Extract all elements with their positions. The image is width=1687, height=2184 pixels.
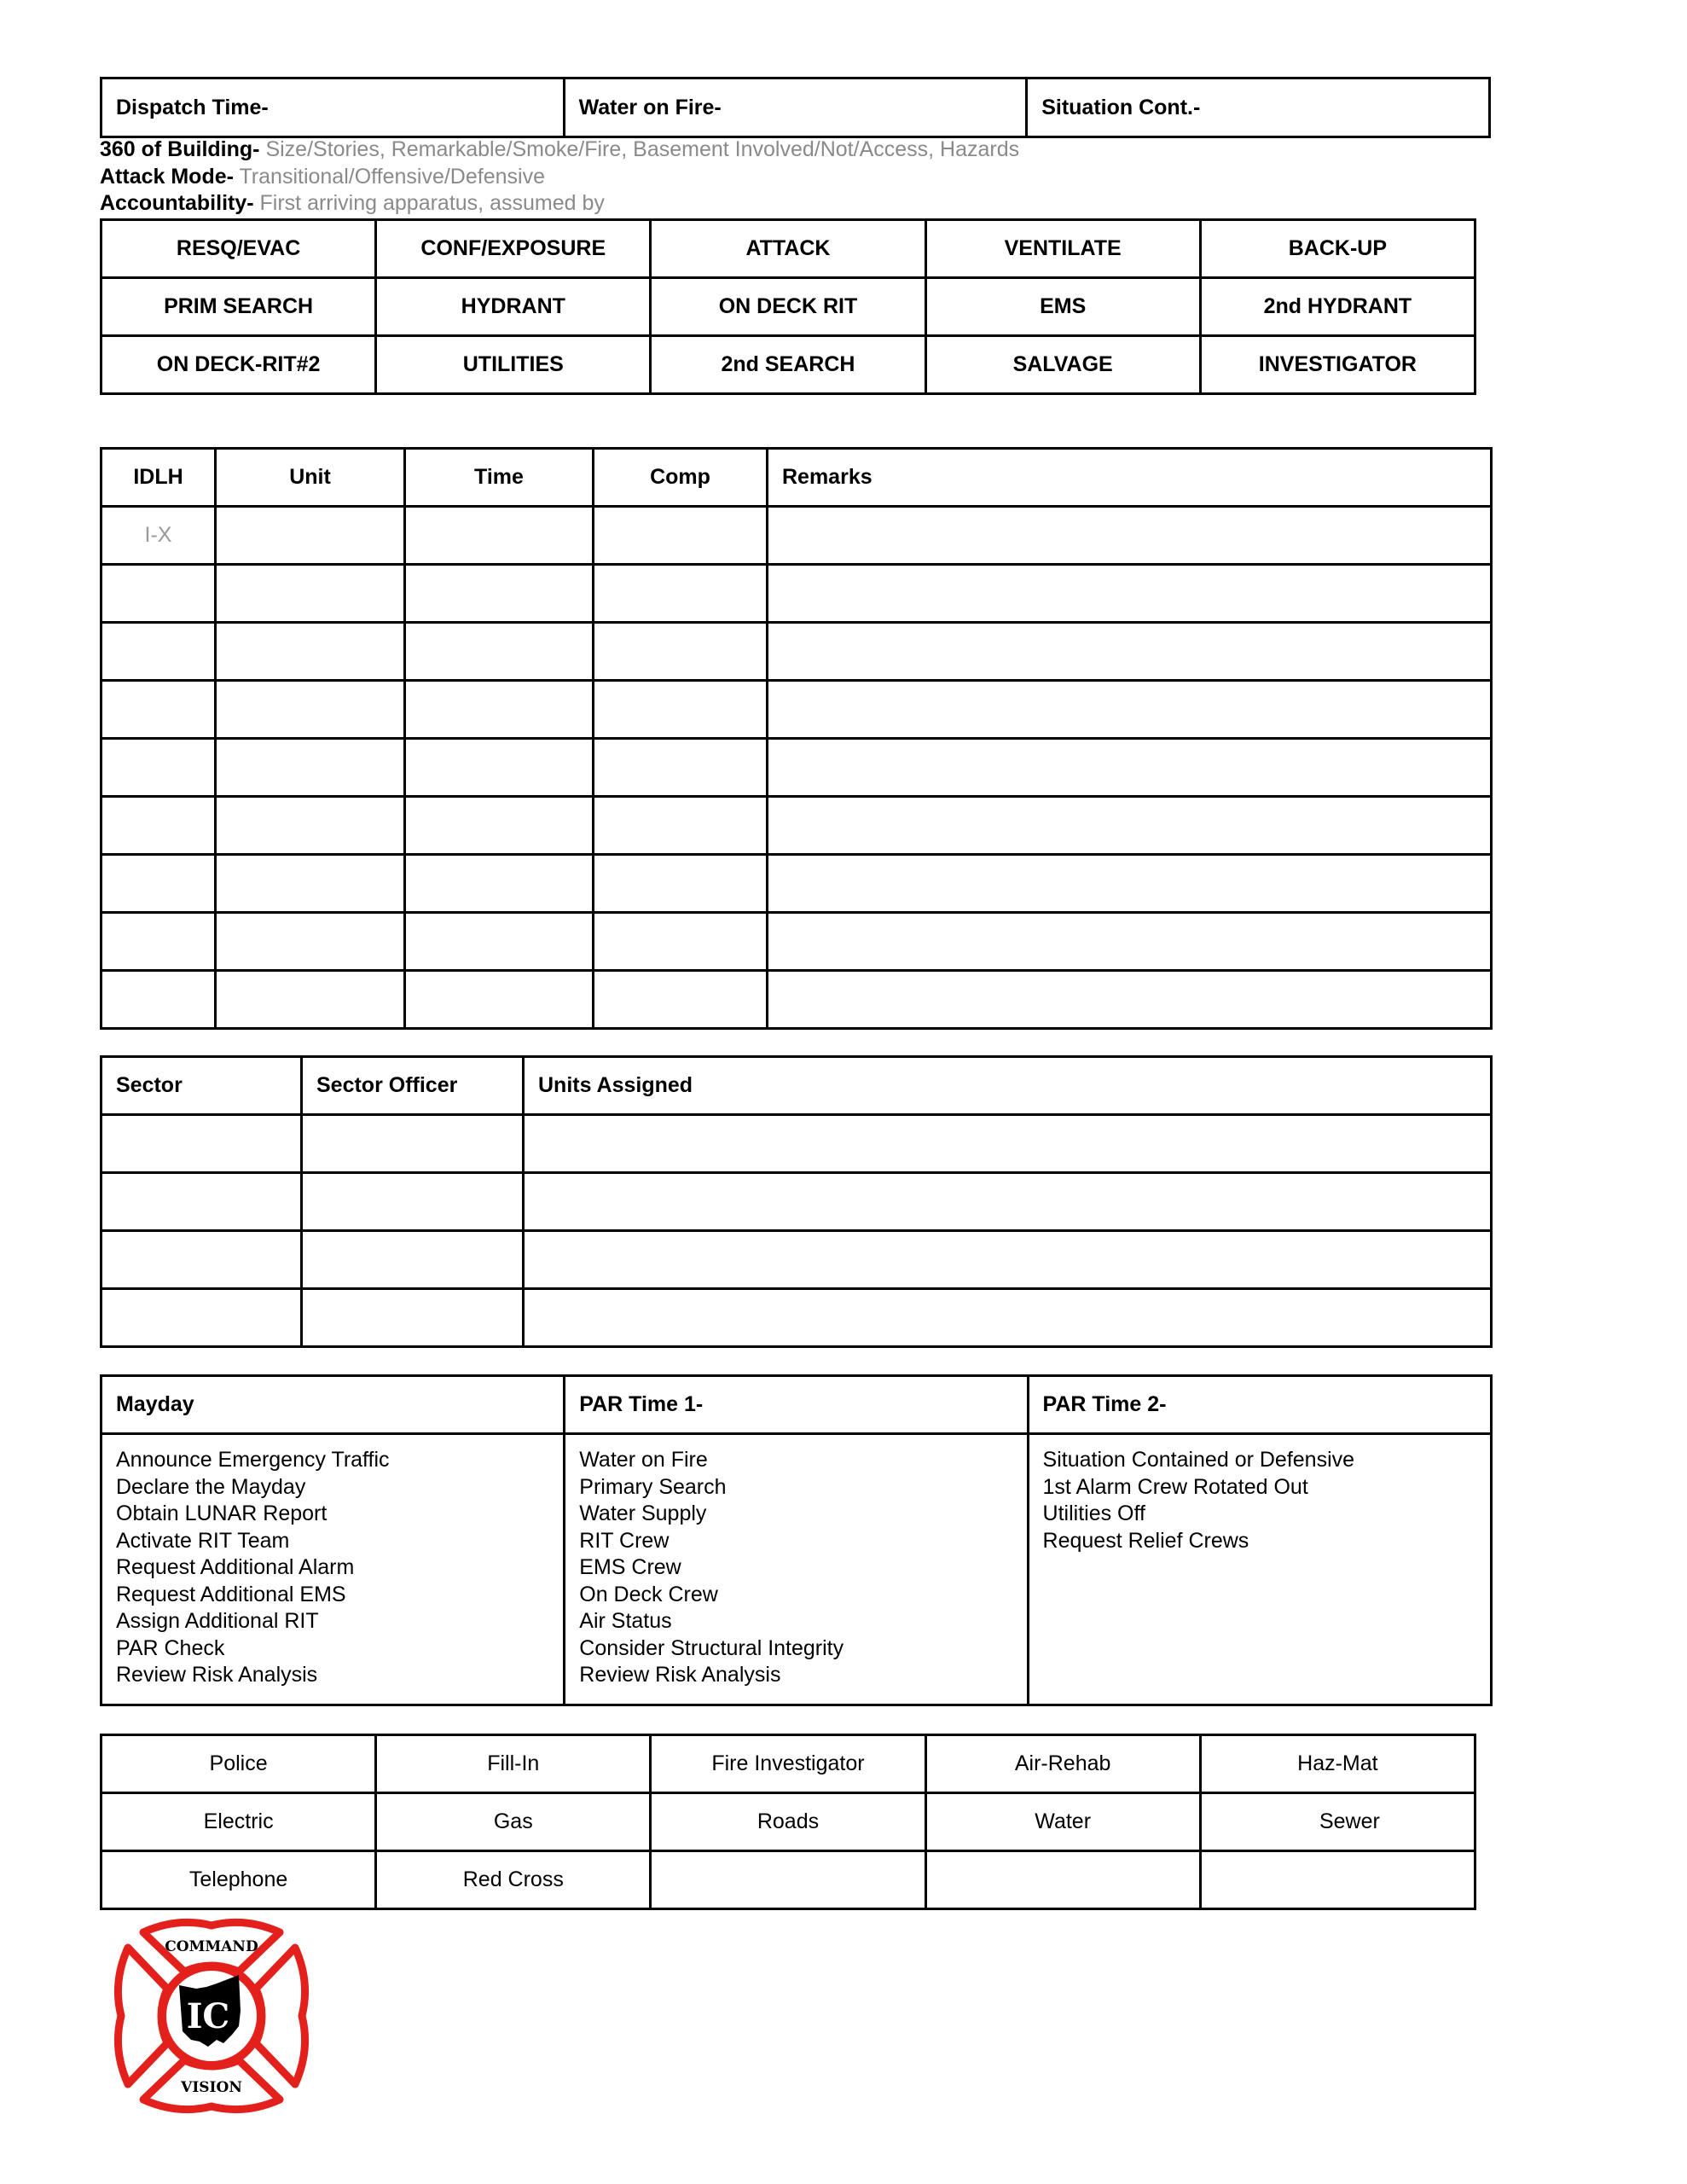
table-header-row — [101, 1376, 1492, 1434]
remarks-cell[interactable] — [768, 623, 1492, 681]
par-time-2-checklist-item: 1st Alarm Crew Rotated Out — [1042, 1474, 1308, 1499]
table-row — [101, 623, 1492, 681]
assignment-cell[interactable]: ON DECK RIT — [651, 278, 925, 336]
idlh-cell[interactable] — [101, 913, 216, 971]
assignment-cell[interactable]: 2nd HYDRANT — [1200, 278, 1475, 336]
column-header-unit: Unit — [216, 449, 405, 507]
logo-top-text: COMMAND — [165, 1938, 258, 1955]
idlh-cell[interactable]: I-X — [101, 507, 216, 565]
assignment-cell[interactable]: INVESTIGATOR — [1200, 336, 1475, 394]
unit-cell[interactable] — [216, 565, 405, 623]
service-cell-telephone[interactable]: Telephone — [101, 1851, 376, 1909]
table-row — [101, 971, 1492, 1029]
column-header-idlh: IDLH — [101, 449, 216, 507]
logo-center-text: IC — [186, 1996, 230, 2036]
assignment-cell[interactable]: ON DECK-RIT#2 — [101, 336, 376, 394]
accountability-line — [100, 189, 605, 217]
sector-cell[interactable] — [101, 1231, 302, 1289]
service-cell-empty[interactable] — [1200, 1851, 1475, 1909]
assignment-cell[interactable]: PRIM SEARCH — [101, 278, 376, 336]
time-cell[interactable] — [405, 623, 594, 681]
table-row — [101, 797, 1492, 855]
sector-officer-cell[interactable] — [302, 1289, 524, 1347]
unit-cell[interactable] — [216, 971, 405, 1029]
building-360-line — [100, 136, 1019, 163]
par-time-2-checklist-item: Situation Contained or Defensive — [1042, 1448, 1355, 1472]
comp-cell[interactable] — [594, 565, 768, 623]
table-row — [101, 739, 1492, 797]
unit-cell[interactable] — [216, 681, 405, 739]
mayday-checklist — [101, 1434, 565, 1705]
par-time-2-checklist-item: Utilities Off — [1042, 1502, 1145, 1525]
par-time-1-checklist-item: EMS Crew — [579, 1555, 681, 1579]
par-time-2-checklist-item: Request Relief Crews — [1042, 1528, 1249, 1553]
sector-cell[interactable] — [101, 1289, 302, 1347]
attack-mode-hint: Transitional/Offensive/Defensive — [233, 165, 545, 189]
time-cell[interactable] — [405, 681, 594, 739]
sector-officer-cell[interactable] — [302, 1231, 524, 1289]
service-cell-sewer[interactable]: Sewer — [1200, 1793, 1475, 1851]
outside-services-grid — [100, 1734, 1476, 1910]
service-cell-haz-mat[interactable]: Haz-Mat — [1200, 1735, 1475, 1793]
sector-officer-cell[interactable] — [302, 1173, 524, 1231]
time-cell[interactable] — [405, 739, 594, 797]
par-time-1-checklist-item: Primary Search — [579, 1474, 727, 1499]
assignment-cell[interactable]: 2nd SEARCH — [651, 336, 925, 394]
sector-officer-cell[interactable] — [302, 1115, 524, 1173]
time-cell[interactable] — [405, 797, 594, 855]
time-cell[interactable] — [405, 565, 594, 623]
accountability-label: Accountability- — [100, 191, 254, 215]
service-cell-police[interactable]: Police — [101, 1735, 376, 1793]
water-on-fire-field[interactable]: Water on Fire- — [564, 78, 1027, 137]
incident-times-table — [100, 77, 1491, 138]
unit-cell[interactable] — [216, 797, 405, 855]
time-cell[interactable] — [405, 507, 594, 565]
par-time-2-checklist — [1028, 1434, 1491, 1705]
sector-cell[interactable] — [101, 1115, 302, 1173]
time-cell[interactable] — [405, 913, 594, 971]
service-cell-air-rehab[interactable]: Air-Rehab — [925, 1735, 1200, 1793]
comp-cell[interactable] — [594, 797, 768, 855]
mayday-checklist-item: Request Additional Alarm — [116, 1555, 355, 1579]
table-row — [101, 507, 1492, 565]
comp-cell[interactable] — [594, 739, 768, 797]
comp-cell[interactable] — [594, 855, 768, 913]
column-header-time: Time — [405, 449, 594, 507]
mayday-checklist-item: Activate RIT Team — [116, 1528, 290, 1553]
par-time-1-checklist-item: Air Status — [579, 1609, 672, 1633]
column-header-units-assigned: Units Assigned — [524, 1057, 1492, 1115]
table-row — [101, 1231, 1492, 1289]
column-header-remarks: Remarks — [768, 449, 1492, 507]
table-header-row — [101, 1057, 1492, 1115]
remarks-cell[interactable] — [768, 971, 1492, 1029]
remarks-cell[interactable] — [768, 565, 1492, 623]
idlh-cell[interactable] — [101, 739, 216, 797]
sector-assignment-table — [100, 1055, 1493, 1348]
unit-cell[interactable] — [216, 623, 405, 681]
assignment-cell[interactable]: CONF/EXPOSURE — [376, 220, 651, 278]
remarks-cell[interactable] — [768, 797, 1492, 855]
comp-cell[interactable] — [594, 913, 768, 971]
comp-cell[interactable] — [594, 623, 768, 681]
remarks-cell[interactable] — [768, 507, 1492, 565]
table-row — [101, 681, 1492, 739]
unit-cell[interactable] — [216, 913, 405, 971]
service-cell-water[interactable]: Water — [925, 1793, 1200, 1851]
logo-bottom-text: VISION — [181, 2079, 242, 2096]
mayday-checklist-item: PAR Check — [116, 1635, 225, 1660]
building-360-hint: Size/Stories, Remarkable/Smoke/Fire, Basement Involved/Not/Access, Hazards — [259, 137, 1020, 161]
assignment-cell[interactable]: HYDRANT — [376, 278, 651, 336]
mayday-checklist-item: Request Additional EMS — [116, 1582, 346, 1606]
table-row — [101, 1115, 1492, 1173]
remarks-cell[interactable] — [768, 913, 1492, 971]
idlh-cell[interactable] — [101, 681, 216, 739]
table-row — [101, 1289, 1492, 1347]
assignment-cell[interactable]: ATTACK — [651, 220, 925, 278]
assignment-cell[interactable]: RESQ/EVAC — [101, 220, 376, 278]
idlh-tracking-table — [100, 447, 1493, 1030]
assignment-cell[interactable]: UTILITIES — [376, 336, 651, 394]
comp-cell[interactable] — [594, 507, 768, 565]
service-cell-roads[interactable]: Roads — [651, 1793, 925, 1851]
assignment-cell[interactable]: SALVAGE — [925, 336, 1200, 394]
unit-cell[interactable] — [216, 855, 405, 913]
service-cell-fill-in[interactable]: Fill-In — [376, 1735, 651, 1793]
comp-cell[interactable] — [594, 681, 768, 739]
par-time-1-header[interactable]: PAR Time 1- — [565, 1376, 1028, 1434]
par-time-1-checklist — [565, 1434, 1028, 1705]
par-time-1-checklist-item: RIT Crew — [579, 1528, 670, 1553]
units-assigned-cell[interactable] — [524, 1173, 1492, 1231]
units-assigned-cell[interactable] — [524, 1289, 1492, 1347]
par-time-1-checklist-item: Consider Structural Integrity — [579, 1635, 844, 1660]
assignment-cell[interactable]: EMS — [925, 278, 1200, 336]
sector-cell[interactable] — [101, 1173, 302, 1231]
attack-mode-label: Attack Mode- — [100, 165, 234, 189]
idlh-cell[interactable] — [101, 855, 216, 913]
unit-cell[interactable] — [216, 739, 405, 797]
maltese-cross-icon — [111, 1915, 312, 2117]
service-cell-gas[interactable]: Gas — [376, 1793, 651, 1851]
time-cell[interactable] — [405, 855, 594, 913]
par-time-1-checklist-item: Review Risk Analysis — [579, 1663, 781, 1687]
remarks-cell[interactable] — [768, 855, 1492, 913]
mayday-checklist-item: Assign Additional RIT — [116, 1609, 319, 1633]
command-vision-logo — [111, 1915, 312, 2117]
building-360-label: 360 of Building- — [100, 137, 260, 161]
assignment-grid — [100, 218, 1476, 395]
table-row — [101, 913, 1492, 971]
idlh-cell[interactable] — [101, 565, 216, 623]
service-cell-empty[interactable] — [925, 1851, 1200, 1909]
par-time-2-header[interactable]: PAR Time 2- — [1028, 1376, 1491, 1434]
column-header-sector: Sector — [101, 1057, 302, 1115]
units-assigned-cell[interactable] — [524, 1231, 1492, 1289]
units-assigned-cell[interactable] — [524, 1115, 1492, 1173]
idlh-cell[interactable] — [101, 797, 216, 855]
par-time-1-checklist-item: On Deck Crew — [579, 1582, 718, 1606]
mayday-header: Mayday — [101, 1376, 565, 1434]
attack-mode-line — [100, 163, 545, 190]
table-row — [101, 1173, 1492, 1231]
assignment-cell[interactable]: BACK-UP — [1200, 220, 1475, 278]
time-cell[interactable] — [405, 971, 594, 1029]
mayday-checklist-item: Obtain LUNAR Report — [116, 1502, 328, 1525]
remarks-cell[interactable] — [768, 681, 1492, 739]
dispatch-time-field[interactable]: Dispatch Time- — [101, 78, 565, 137]
situation-contained-field[interactable]: Situation Cont.- — [1027, 78, 1490, 137]
mayday-checklist-item: Declare the Mayday — [116, 1474, 306, 1499]
table-row — [101, 855, 1492, 913]
table-row — [101, 565, 1492, 623]
remarks-cell[interactable] — [768, 739, 1492, 797]
service-cell-empty[interactable] — [651, 1851, 925, 1909]
mayday-checklist-item: Review Risk Analysis — [116, 1663, 318, 1687]
service-cell-red-cross[interactable]: Red Cross — [376, 1851, 651, 1909]
idlh-cell[interactable] — [101, 971, 216, 1029]
service-cell-electric[interactable]: Electric — [101, 1793, 376, 1851]
par-time-1-checklist-item: Water on Fire — [579, 1448, 708, 1472]
accountability-hint: First arriving apparatus, assumed by — [253, 191, 605, 215]
column-header-comp: Comp — [594, 449, 768, 507]
par-time-1-checklist-item: Water Supply — [579, 1502, 707, 1525]
idlh-cell[interactable] — [101, 623, 216, 681]
assignment-cell[interactable]: VENTILATE — [925, 220, 1200, 278]
table-header-row — [101, 449, 1492, 507]
mayday-checklist-item: Announce Emergency Traffic — [116, 1448, 390, 1472]
column-header-sector-officer: Sector Officer — [302, 1057, 524, 1115]
unit-cell[interactable] — [216, 507, 405, 565]
comp-cell[interactable] — [594, 971, 768, 1029]
mayday-par-checklist-table — [100, 1374, 1493, 1706]
service-cell-fire-investigator[interactable]: Fire Investigator — [651, 1735, 925, 1793]
